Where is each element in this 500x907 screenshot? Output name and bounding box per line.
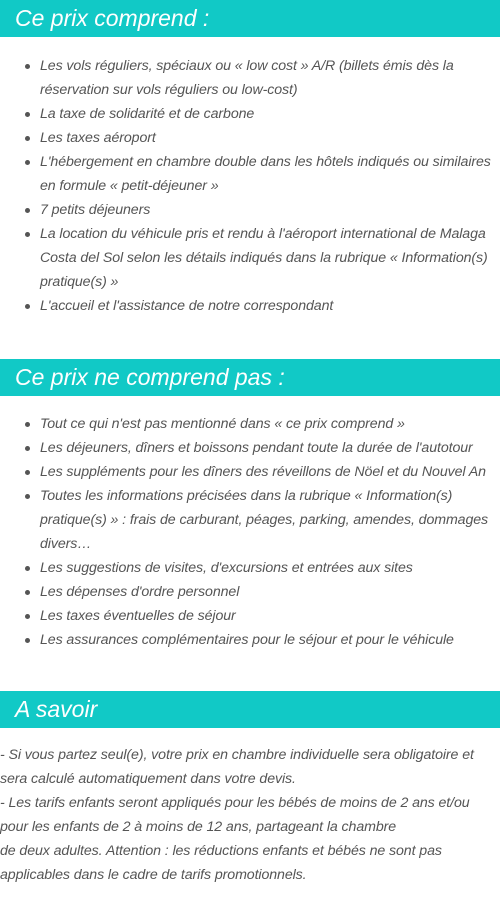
included-list	[0, 37, 500, 318]
list-item	[0, 102, 500, 126]
list-item	[0, 436, 500, 460]
list-item	[0, 460, 500, 484]
list-item	[0, 628, 500, 652]
list-item-text: Les assurances complémentaires pour le séjour et pour le véhicule	[40, 632, 454, 648]
bullet-icon	[25, 232, 30, 237]
info-line: de deux adultes. Attention : les réductions enfants et bébés ne sont pas applicables dans le cadre de tarifs promotionnels.	[0, 843, 442, 883]
info-section-title: A savoir	[0, 691, 500, 728]
list-item-text: Les dépenses d'ordre personnel	[40, 584, 240, 600]
included-section-title: Ce prix comprend :	[0, 0, 500, 37]
list-item-text: Les taxes aéroport	[40, 130, 156, 146]
info-line: - Les tarifs enfants seront appliqués pour les bébés de moins de 2 ans et/ou pour les enfants de 2 à moins de 12 ans, partageant la chambre	[0, 795, 470, 835]
list-item-text: Les suggestions de visites, d'excursions et entrées aux sites	[40, 560, 413, 576]
bullet-icon	[25, 494, 30, 499]
bullet-icon	[25, 64, 30, 69]
bullet-icon	[25, 208, 30, 213]
list-item-text: L'hébergement en chambre double dans les hôtels indiqués ou similaires en formule « petit-déjeuner »	[40, 154, 491, 194]
list-item-text: Les déjeuners, dîners et boissons pendant toute la durée de l'autotour	[40, 440, 473, 456]
bullet-icon	[25, 614, 30, 619]
list-item-text: La location du véhicule pris et rendu à l'aéroport international de Malaga Costa del Sol selon les détails indiqués dans la rubrique « Information(s) pratique(s) »	[40, 226, 488, 290]
info-line: - Si vous partez seul(e), votre prix en chambre individuelle sera obligatoire et sera calculé automatiquement dans votre devis.	[0, 747, 474, 787]
list-item-text: Tout ce qui n'est pas mentionné dans « ce prix comprend »	[40, 416, 405, 432]
list-item	[0, 580, 500, 604]
list-item-text: L'accueil et l'assistance de notre correspondant	[40, 298, 334, 314]
bullet-icon	[25, 112, 30, 117]
list-item	[0, 54, 500, 102]
list-item-text: Toutes les informations précisées dans la rubrique « Information(s) pratique(s) » : frais de carburant, péages, parking, amendes, dommages divers…	[40, 488, 489, 552]
list-item	[0, 556, 500, 580]
bullet-icon	[25, 566, 30, 571]
list-item-text: 7 petits déjeuners	[40, 202, 151, 218]
info-notes	[0, 728, 500, 887]
list-item	[0, 198, 500, 222]
list-item	[0, 222, 500, 294]
bullet-icon	[25, 470, 30, 475]
list-item-text: Les vols réguliers, spéciaux ou « low cost » A/R (billets émis dès la réservation sur vols réguliers ou low-cost)	[40, 58, 454, 98]
list-item	[0, 294, 500, 318]
excluded-list	[0, 396, 500, 652]
list-item	[0, 604, 500, 628]
excluded-section-title: Ce prix ne comprend pas :	[0, 359, 500, 396]
bullet-icon	[25, 422, 30, 427]
bullet-icon	[25, 590, 30, 595]
list-item	[0, 484, 500, 556]
list-item-text: Les taxes éventuelles de séjour	[40, 608, 236, 624]
list-item	[0, 150, 500, 198]
bullet-icon	[25, 160, 30, 165]
list-item-text: La taxe de solidarité et de carbone	[40, 106, 255, 122]
bullet-icon	[25, 638, 30, 643]
list-item-text: Les suppléments pour les dîners des réveillons de Nöel et du Nouvel An	[40, 464, 486, 480]
bullet-icon	[25, 304, 30, 309]
list-item	[0, 412, 500, 436]
list-item	[0, 126, 500, 150]
bullet-icon	[25, 446, 30, 451]
bullet-icon	[25, 136, 30, 141]
